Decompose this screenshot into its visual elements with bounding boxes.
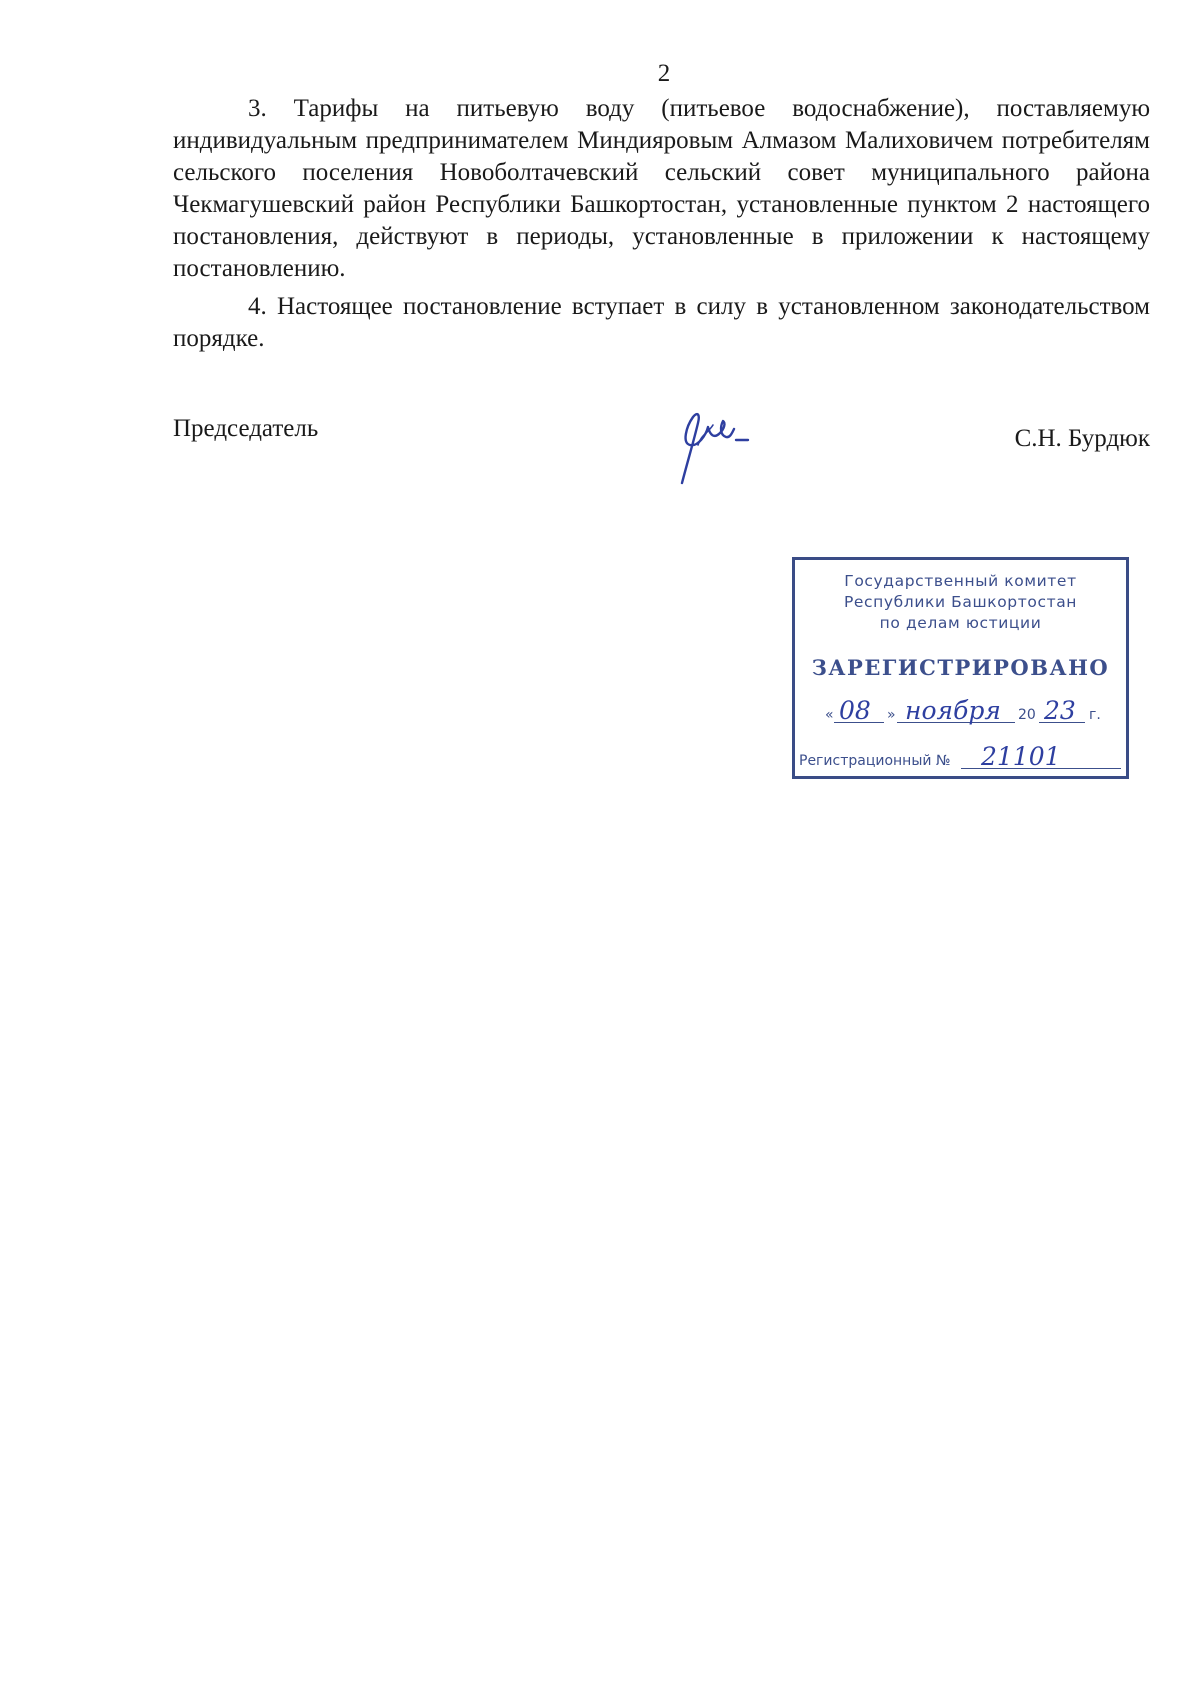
date-suffix: г. (1089, 707, 1101, 723)
signatory-name: С.Н. Бурдюк (1014, 425, 1150, 452)
stamp-org-line: Республики Башкортостан (843, 593, 1078, 611)
reg-number-label: Регистрационный № (799, 753, 951, 769)
date-close-quote: » (887, 707, 896, 723)
signatory-title: Председатель (173, 415, 319, 442)
paragraph-text: 3. Тарифы на питьевую воду (питьевое водоснабжение), поставляемую индивидуальным предпринимателем Миндияровым Алмазом Малиховичем потребителям сельского поселения Новоболтачевский сельский совет муниципального района Чекмагушевский район Республики Башкортостан, установленные пунктом 2 настоящего постановления, действуют в периоды, установленные в приложении к настоящему постановлению. (173, 95, 1150, 282)
reg-number: 21101 (981, 742, 1061, 771)
stamp-org-line: по делам юстиции (879, 614, 1042, 632)
paragraph-text: 4. Настоящее постановление вступает в силу в установленном законодательством порядке. (173, 293, 1150, 352)
stamp-registered-label: ЗАРЕГИСТРИРОВАНО (811, 655, 1110, 680)
stamp-organization (795, 571, 1126, 634)
handwritten-signature (668, 405, 758, 485)
paragraph-3 (173, 93, 1150, 285)
signature-block (173, 415, 1150, 475)
page-number: 2 (657, 60, 671, 87)
stamp-org-line: Государственный комитет (844, 572, 1077, 590)
date-day: 08 (839, 696, 871, 725)
date-month: ноября (905, 696, 1001, 725)
registration-stamp (792, 557, 1129, 779)
date-open-quote: « (825, 707, 834, 723)
stamp-date (825, 693, 1115, 727)
date-year: 23 (1044, 696, 1076, 725)
date-century: 20 (1018, 707, 1036, 723)
stamp-registration-number (799, 743, 1124, 773)
paragraph-4 (173, 291, 1150, 355)
